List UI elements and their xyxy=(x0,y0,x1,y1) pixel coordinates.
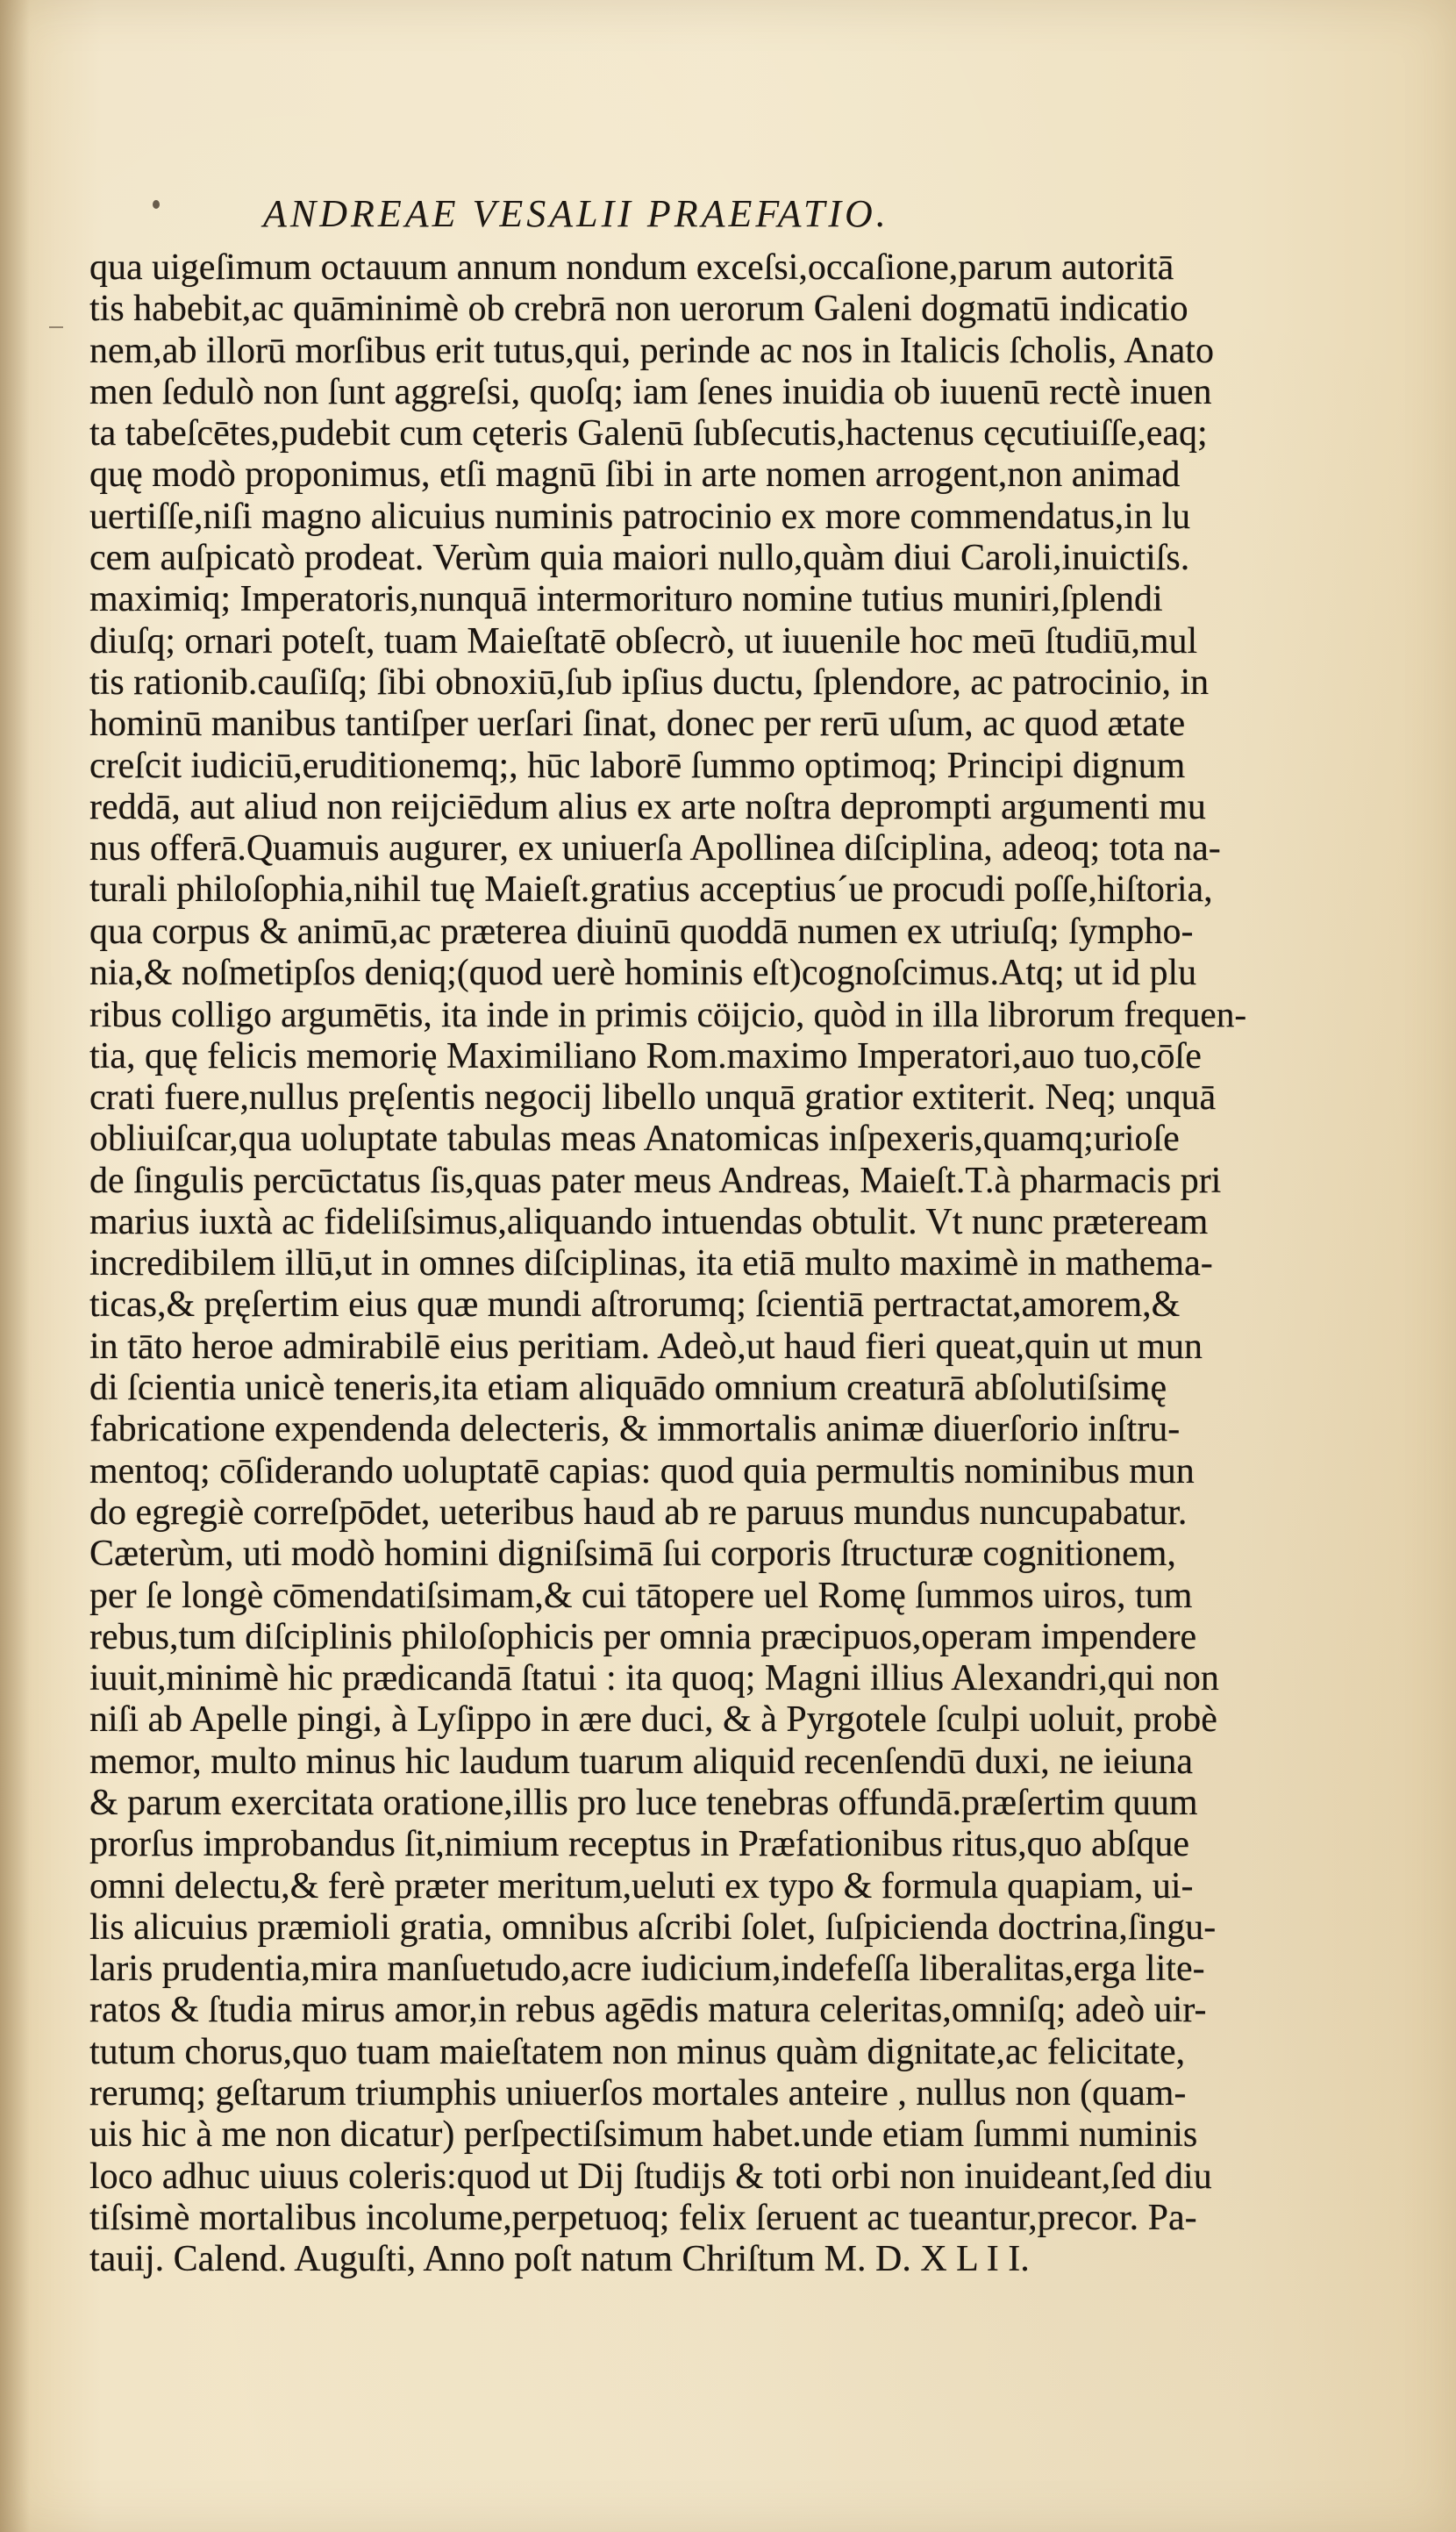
text-line: incredibilem illū,ut in omnes diſciplinas, ita etiā multo maximè in mathema- xyxy=(89,1243,1213,1284)
text-line: diuſq; ornari poteſt, tuam Maieſtatē obſecrò, ut iuuenile hoc meū ſtudiū,mul xyxy=(89,620,1198,662)
text-line: obliuiſcar,qua uoluptate tabulas meas Anatomicas inſpexeris,quamq;urioſe xyxy=(89,1119,1180,1160)
text-line: omni delectu,& ferè præter meritum,ueluti ex typo & formula quapiam, ui- xyxy=(89,1865,1194,1906)
body-text xyxy=(89,247,1247,2300)
text-line: lis alicuius præmioli gratia, omnibus aſcribi ſolet, ſuſpicienda doctrina,ſingu- xyxy=(89,1906,1217,1948)
text-line: & parum exercitata oratione,illis pro luce tenebras offundā.præſertim quum xyxy=(89,1782,1198,1823)
text-line: ratos & ſtudia mirus amor,in rebus agēdis matura celeritas,omniſq; adeò uir- xyxy=(89,1990,1207,2031)
text-line: ribus colligo argumētis, ita inde in primis cöijcio, quòd in illa librorum frequen- xyxy=(89,994,1247,1035)
text-line: prorſus improbandus ſit,nimium receptus in Præfationibus ritus,quo abſque xyxy=(89,1824,1190,1865)
text-line: uis hic à me non dicatur) perſpectiſsimum habet.unde etiam ſummi numinis xyxy=(89,2114,1198,2156)
text-line: ta tabeſcētes,pudebit cum cęteris Galenū ſubſecutis,hactenus cęcutiuiſſe,eaq; xyxy=(89,413,1208,454)
text-line: crati fuere,nullus pręſentis negocij libello unquā gratior extiterit. Neq; unquā xyxy=(89,1076,1217,1118)
text-line: Cæterùm, uti modò homini digniſsimā ſui corporis ſtructuræ cognitionem, xyxy=(89,1534,1176,1575)
text-line: laris prudentia,mira manſuetudo,acre iudicium,indefeſſa liberalitas,erga lite- xyxy=(89,1949,1205,1990)
text-line: marius iuxtà ac fideliſsimus,aliquando intuendas obtulit. Vt nunc præteream xyxy=(89,1201,1209,1242)
text-line: iuuit,minimè hic prædicandā ſtatui : ita quoq; Magni illius Alexandri,qui non xyxy=(89,1658,1219,1699)
text-line: nia,& noſmetipſos deniq;(quod uerè hominis eſt)cognoſcimus.Atq; ut id plu xyxy=(89,953,1197,994)
text-line: fabricatione expendenda delecteris, & immortalis animæ diuerſorio inſtru- xyxy=(89,1409,1181,1450)
text-line: tauij. Calend. Auguſti, Anno poſt natum Chriſtum M. D. X L I I. xyxy=(89,2239,1030,2280)
text-line: creſcit iudiciū,eruditionemq;, hūc laborē ſummo optimoq; Principi dignum xyxy=(89,745,1186,786)
text-line: turali philoſophia,nihil tuę Maieſt.gratius acceptius´ue procudi poſſe,hiſtoria, xyxy=(89,869,1213,911)
text-line: tutum chorus,quo tuam maieſtatem non minus quàm dignitate,ac felicitate, xyxy=(89,2031,1186,2072)
text-line: ticas,& pręſertim eius quæ mundi aſtrorumq; ſcientiā pertractat,amorem,& xyxy=(89,1284,1181,1326)
text-line: nus offerā.Quamuis augurer, ex uniuerſa Apollinea diſciplina, adeoq; tota na- xyxy=(89,828,1221,869)
text-line: do egregiè correſpōdet, ueteribus haud ab re paruus mundus nuncupabatur. xyxy=(89,1491,1188,1533)
text-line: in tāto heroe admirabilē eius peritiam. Adeò,ut haud fieri queat,quin ut mun xyxy=(89,1326,1203,1367)
margin-mark xyxy=(49,326,63,328)
text-line: maximiq; Imperatoris,nunquā intermorituro nomine tutius muniri,ſplendi xyxy=(89,579,1163,620)
text-line: qua corpus & animū,ac præterea diuinū quoddā numen ex utriuſq; ſympho- xyxy=(89,911,1194,952)
text-line: tiſsimè mortalibus incolume,perpetuoq; felix ſeruent ac tueantur,precor. Pa- xyxy=(89,2197,1197,2238)
ink-dot xyxy=(153,200,160,209)
text-line: nem,ab illorū morſibus erit tutus,qui, perinde ac nos in Italicis ſcholis, Anato xyxy=(89,330,1214,371)
text-line: tis rationib.cauſiſq; ſibi obnoxiū,ſub ipſius ductu, ſplendore, ac patrocinio, in xyxy=(89,662,1210,703)
text-line: tis habebit,ac quāminimè ob crebrā non uerorum Galeni dogmatū indicatio xyxy=(89,289,1188,330)
running-head: ANDREAE VESALII PRAEFATIO. xyxy=(263,192,889,235)
text-line: quę modò proponimus, etſi magnū ſibi in arte nomen arrogent,non animad xyxy=(89,454,1181,496)
spine-shadow xyxy=(0,0,30,2532)
text-line: reddā, aut aliud non reijciēdum alius ex arte noſtra deprompti argumenti mu xyxy=(89,786,1206,827)
text-line: mentoq; cōſiderando uoluptatē capias: quod quia permultis nominibus mun xyxy=(89,1450,1195,1491)
text-line: loco adhuc uiuus coleris:quod ut Dij ſtudijs & toti orbi non inuideant,ſed diu xyxy=(89,2156,1212,2197)
text-line: men ſedulò non ſunt aggreſsi, quoſq; iam ſenes inuidia ob iuuenū rectè inuen xyxy=(89,371,1212,412)
text-line: de ſingulis percūctatus ſis,quas pater meus Andreas, Maieſt.T.à pharmacis pri xyxy=(89,1160,1222,1201)
text-line: rerumq; geſtarum triumphis uniuerſos mortales anteire , nullus non (quam- xyxy=(89,2073,1187,2114)
text-line: cem auſpicatò prodeat. Verùm quia maiori nullo,quàm diui Caroli,inuictiſs. xyxy=(89,538,1190,579)
text-line: rebus,tum diſciplinis philoſophicis per omnia præcipuos,operam impendere xyxy=(89,1616,1197,1657)
text-line: niſi ab Apelle pingi, à Lyſippo in ære duci, & à Pyrgotele ſculpi uoluit, probè xyxy=(89,1699,1217,1741)
text-line: per ſe longè cōmendatiſsimam,& cui tātopere uel Romę ſummos uiros, tum xyxy=(89,1575,1193,1616)
text-line: hominū manibus tantiſper uerſari ſinat, donec per rerū uſum, ac quod ætate xyxy=(89,704,1186,745)
text-line: uertiſſe,niſi magno alicuius numinis patrocinio ex more commendatus,in lu xyxy=(89,496,1191,537)
text-line: tia, quę felicis memorię Maximiliano Rom.maximo Imperatori,auo tuo,cōſe xyxy=(89,1035,1202,1076)
text-line: di ſcientia unicè teneris,ita etiam aliquādo omnium creaturā abſolutiſsimę xyxy=(89,1368,1167,1409)
text-line: memor, multo minus hic laudum tuarum aliquid recenſendū duxi, ne ieiuna xyxy=(89,1741,1194,1782)
text-line: qua uigeſimum octauum annum nondum exceſsi,occaſione,parum autoritā xyxy=(89,247,1174,288)
